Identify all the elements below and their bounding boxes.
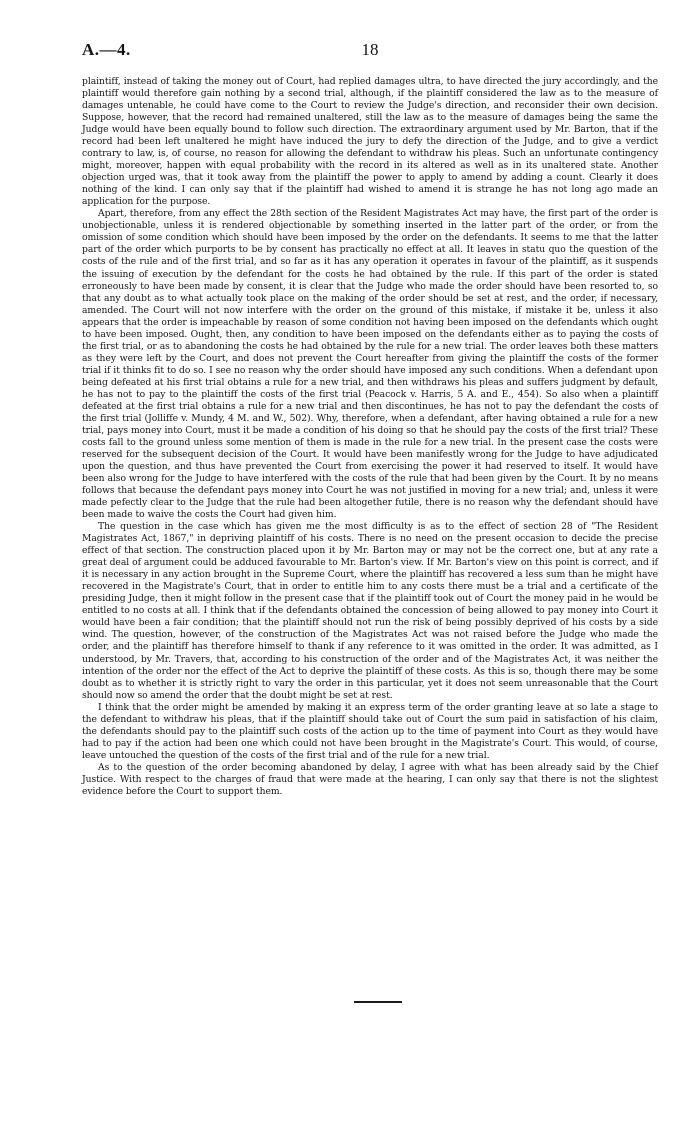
- page-header: [82, 40, 658, 64]
- paragraph: Apart, therefore, from any effect the 28th section of the Resident Magistrates Act may have, the first part of the order is unobjectionable, unless it is rendered objectionable by something inserted in the latter part of the order, or from the omission of some condition which should have been imposed by the order on the defendants. It seems to me that the latter part of the order which purports to be by consent has practically no effect at all. It leaves in statu quo the question of the costs of the rule and of the first trial, and so far as it has any operation it operates in favour of the plaintiff, as it suspends the issuing of execution by the defendant for the costs he had obtained by the rule. If this part of the order is stated erroneously to have been made by consent, it is clear that the Judge who made the order should have been resorted to, so that any doubt as to what actually took place on the making of the order should be set at rest, and the order, if necessary, amended. The Court will not now interfere with the order on the ground of this mistake, if mistake it be, unless it also appears that the order is impeachable by reason of some condition not having been imposed on the defendants which ought to have been imposed. Ought, then, any condition to have been imposed on the defendants either as to paying the costs of the first trial, or as to abandoning the costs he had obtained by the rule for a new trial. The order leaves both these matters as they were left by the Court, and does not prevent the Court hereafter from giving the plaintiff the costs of the former trial if it thinks fit to do so. I see no reason why the order should have imposed any such conditions. When a defendant upon being defeated at his first trial obtains a rule for a new trial, and then withdraws his pleas and suffers judgment by default, he has not to pay to the plaintiff the costs of the first trial (Peacock v. Harris, 5 A. and E., 454). So also when a plaintiff defeated at the first trial obtains a rule for a new trial and then discontinues, he has not to pay the defendant the costs of the first trial (Jolliffe v. Mundy, 4 M. and W., 502). Why, therefore, when a defendant, after having obtained a rule for a new trial, pays money into Court, must it be made a condition of his doing so that he should pay the costs of the first trial? These costs fall to the ground unless some mention of them is made in the rule for a new trial. In the present case the costs were reserved for the subsequent decision of the Court. It would have been manifestly wrong for the Judge to have adjudicated upon the question, and thus have prevented the Court from exercising the power it had reserved to itself. It would have been also wrong for the Judge to have interfered with the costs of the rule that had been given by the Court. It by no means follows that because the defendant pays money into Court he was not justified in moving for a new trial; and, unless it were made pefectly clear to the Judge that the rule had been altogether futile, there is no reason why the defendant should have been made to waive the costs the Court had given him.: [82, 208, 658, 521]
- paragraph: As to the question of the order becoming abandoned by delay, I agree with what has been already said by the Chief Justice. With respect to the charges of fraud that were made at the hearing, I can only say that there is not the slightest evidence before the Court to support them.: [82, 761, 658, 797]
- paragraph: The question in the case which has given me the most difficulty is as to the effect of section 28 of "The Resident Magistrates Act, 1867," in depriving plaintiff of his costs. There is no need on the present occasion to decide the precise effect of that section. The construction placed upon it by Mr. Barton may or may not be the correct one, but at any rate a great deal of argument could be adduced favourable to Mr. Barton's view. If Mr. Barton's view on this point is correct, and if it is necessary in any action brought in the Supreme Court, where the plaintiff has recovered a less sum than he might have recovered in the Magistrate's Court, that in order to entitle him to any costs there must be a trial and a certificate of the presiding Judge, then it might follow in the present case that if the plaintiff took out of Court the money paid in he would be entitled to no costs at all. I think that if the defendants obtained the concession of being allowed to pay money into Court it would have been a fair condition; that the plaintiff should not run the risk of being possibly deprived of his costs by a side wind. The question, however, of the construction of the Magistrates Act was not raised before the Judge who made the order, and the plaintiff has therefore himself to thank if any reference to it was omitted in the order. It was admitted, as I understood, by Mr. Travers, that, according to his construction of the order and of the Magistrates Act, it was neither the intention of the order nor the effect of the Act to deprive the plaintiff of these costs. As this is so, though there may be some doubt as to whether it is strictly right to vary the order in this particular, yet it does not seem unreasonable that the Court should now so amend the order that the doubt might be set at rest.: [82, 521, 658, 701]
- paragraph: I think that the order might be amended by making it an express term of the order granting leave at so late a stage to the defendant to withdraw his pleas, that if the plaintiff should take out of Court the sum paid in satisfaction of his claim, the defendants should pay to the plaintiff such costs of the action up to the time of payment into Court as they would have had to pay if the action had been one which could not have been brought in the Magistrate's Court. This would, of course, leave untouched the question of the costs of the first trial and of the rule for a new trial.: [82, 701, 658, 761]
- paragraph: plaintiff, instead of taking the money out of Court, had replied damages ultra, to have directed the jury accordingly, and the plaintiff would therefore gain nothing by a second trial, although, if the plaintiff considered the law as to the measure of damages untenable, he could have come to the Court to review the Judge's direction, and reconsider their own decision. Suppose, however, that the record had remained unaltered, still the law as to the measure of damages being the same the Judge would have been equally bound to follow such direction. The extraordinary argument used by Mr. Barton, that if the record had been left unaltered he might have induced the jury to defy the direction of the Judge, and to give a verdict contrary to law, is, of course, no reason for allowing the defendant to withdraw his pleas. Such an unfortunate contingency might, moreover, happen with equal probability with the record in its altered as well as in its unaltered state. Another objection urged was, that it took away from the plaintiff the power to apply to amend by adding a count. Clearly it does nothing of the kind. I can only say that if the plaintiff had wished to amend it is strange he has not long ago made an application for the purpose.: [82, 76, 658, 208]
- page-number: 18: [361, 40, 379, 59]
- document-reference: A.—4.: [82, 40, 131, 59]
- body-text: [82, 76, 658, 798]
- closing-rule: [354, 1001, 402, 1003]
